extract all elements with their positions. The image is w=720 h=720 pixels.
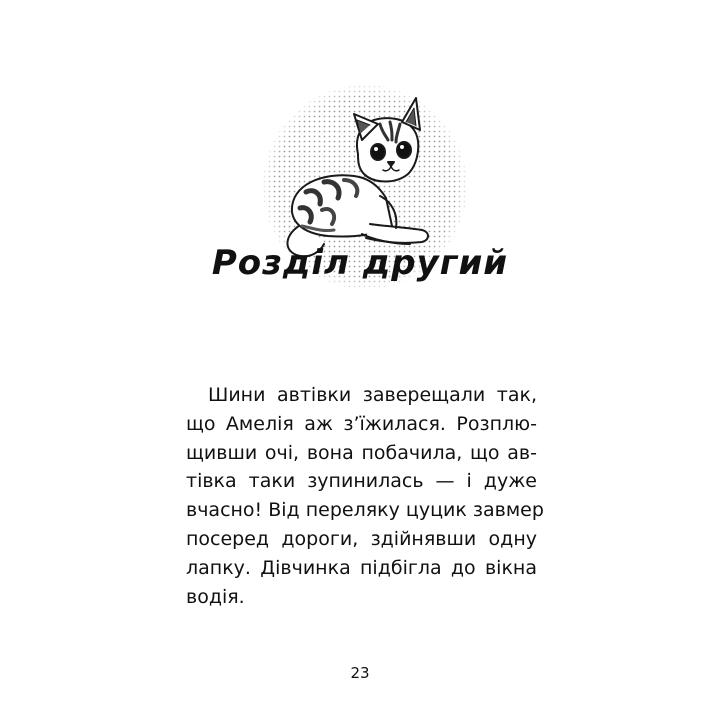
text-line: вчасно! Від переляку цуцик завмер — [186, 499, 544, 522]
text-line: Шини автівки заверещали так, — [208, 384, 537, 406]
text-line: тівка таки зупинилась — і дуже — [186, 470, 537, 493]
page-number: 23 — [350, 664, 370, 682]
text-line: щивши очі, вона побачила, що ав- — [186, 441, 537, 464]
text-line: водія. — [186, 585, 245, 608]
chapter-title: Розділ другий — [211, 243, 509, 283]
text-line: посеред дороги, здійнявши одну — [186, 527, 537, 550]
text-line: лапку. Дівчинка підбігла до вікна — [186, 556, 537, 579]
text-line: що Амелія аж з’їжилася. Розплю- — [186, 412, 537, 435]
body-paragraph — [186, 381, 544, 611]
